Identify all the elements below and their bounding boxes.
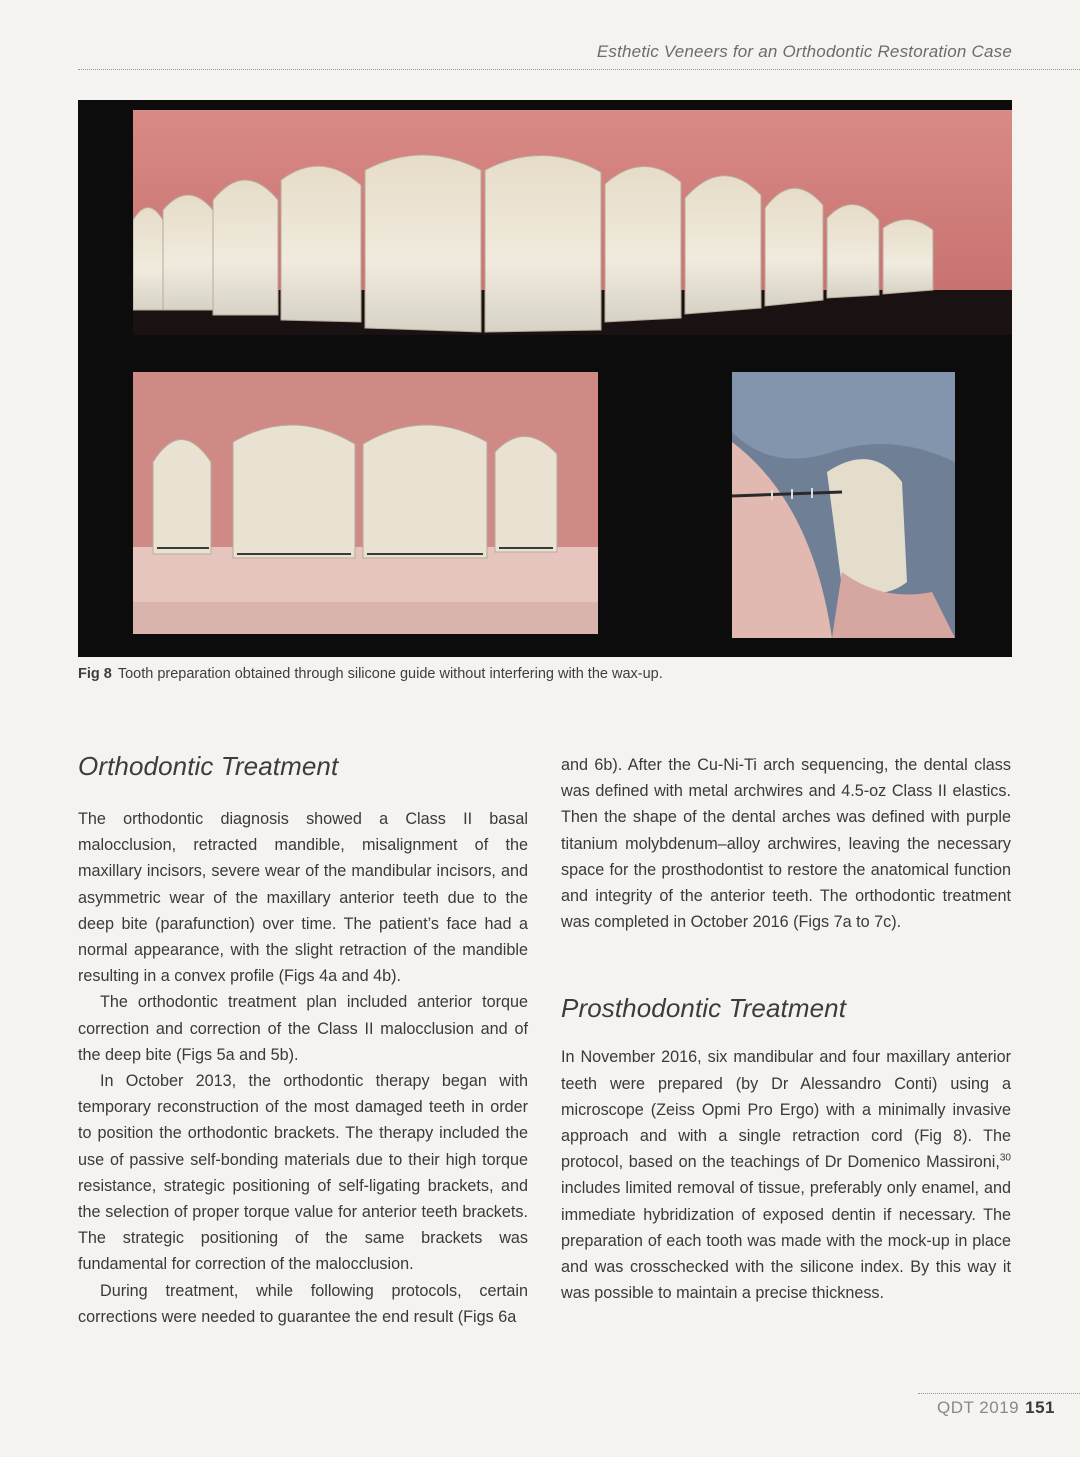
figure-label: Fig 8 [78,666,112,682]
probe-photo [732,372,955,638]
page-number: 151 [1025,1398,1055,1417]
reference-superscript: 30 [999,1152,1011,1164]
ortho-paragraph-4: During treatment, while following protocols, certain corrections were needed to guarantee the end result (Figs 6a [78,1281,528,1326]
column-right [561,752,1011,1306]
section-heading-prosthodontic: Prosthodontic Treatment [561,993,847,1024]
silicone-guide-photo [133,372,598,634]
journal-name: QDT 2019 [937,1398,1020,1417]
running-head: Esthetic Veneers for an Orthodontic Restoration Case [596,42,1012,61]
prostho-text-a: In November 2016, six mandibular and four maxillary anterior teeth were prepared (by Dr Alessandro Conti) using a microscope (Zeiss Opmi Pro Ergo) with a minimally invasive approach and with a single retraction cord (Fig 8). The protocol, based on the teachings of Dr Domenico Massironi, [561,1048,1011,1172]
figure-caption [78,666,1012,682]
smile-photo [133,110,1012,335]
footer-rule [918,1393,1080,1394]
ortho-paragraph-continuation: and 6b). After the Cu-Ni-Ti arch sequencing, the dental class was defined with metal archwires and 4.5-oz Class II elastics. Then the shape of the dental arches was defined with purple titanium molybdenum–alloy archwires, leaving the necessary space for the prosthodontist to restore the anatomical function and integrity of the anterior teeth. The orthodontic treatment was completed in October 2016 (Figs 7a to 7c). [561,756,1011,932]
ortho-paragraph-2: The orthodontic treatment plan included anterior torque correction and correction of the Class II malocclusion and of the deep bite (Figs 5a and 5b). [78,993,528,1064]
folio [937,1398,1055,1418]
ortho-paragraph-3: In October 2013, the orthodontic therapy began with temporary reconstruction of the most damaged teeth in order to position the orthodontic brackets. The therapy included the use of passive self-bonding materials due to their high torque resistance, strategic positioning of self-ligating brackets, and the selection of proper torque value for anterior teeth brackets. The strategic positioning of the same brackets was fundamental for correction of the malocclusion. [78,1072,528,1274]
column-left [78,745,528,1330]
figure-8 [78,100,1012,657]
ortho-paragraph-1: The orthodontic diagnosis showed a Class II basal malocclusion, retracted mandible, misalignment of the maxillary incisors, severe wear of the mandibular incisors, and asymmetric wear of the maxillary anterior teeth due to the deep bite (parafunction) over time. The patient’s face had a normal appearance, with the slight retraction of the mandible resulting in a convex profile (Figs 4a and 4b). [78,810,528,986]
prostho-paragraph-1 [561,1044,1011,1306]
figure-caption-text: Tooth preparation obtained through silicone guide without interfering with the wax-up. [117,666,663,682]
section-heading-orthodontic: Orthodontic Treatment [78,751,339,781]
header-rule [78,69,1080,70]
prostho-text-b: includes limited removal of tissue, preferably only enamel, and immediate hybridization of exposed dentin if necessary. The preparation of each tooth was made with the mock-up in place and was crosschecked with the silicone index. By this way it was possible to maintain a precise thickness. [561,1179,1011,1303]
